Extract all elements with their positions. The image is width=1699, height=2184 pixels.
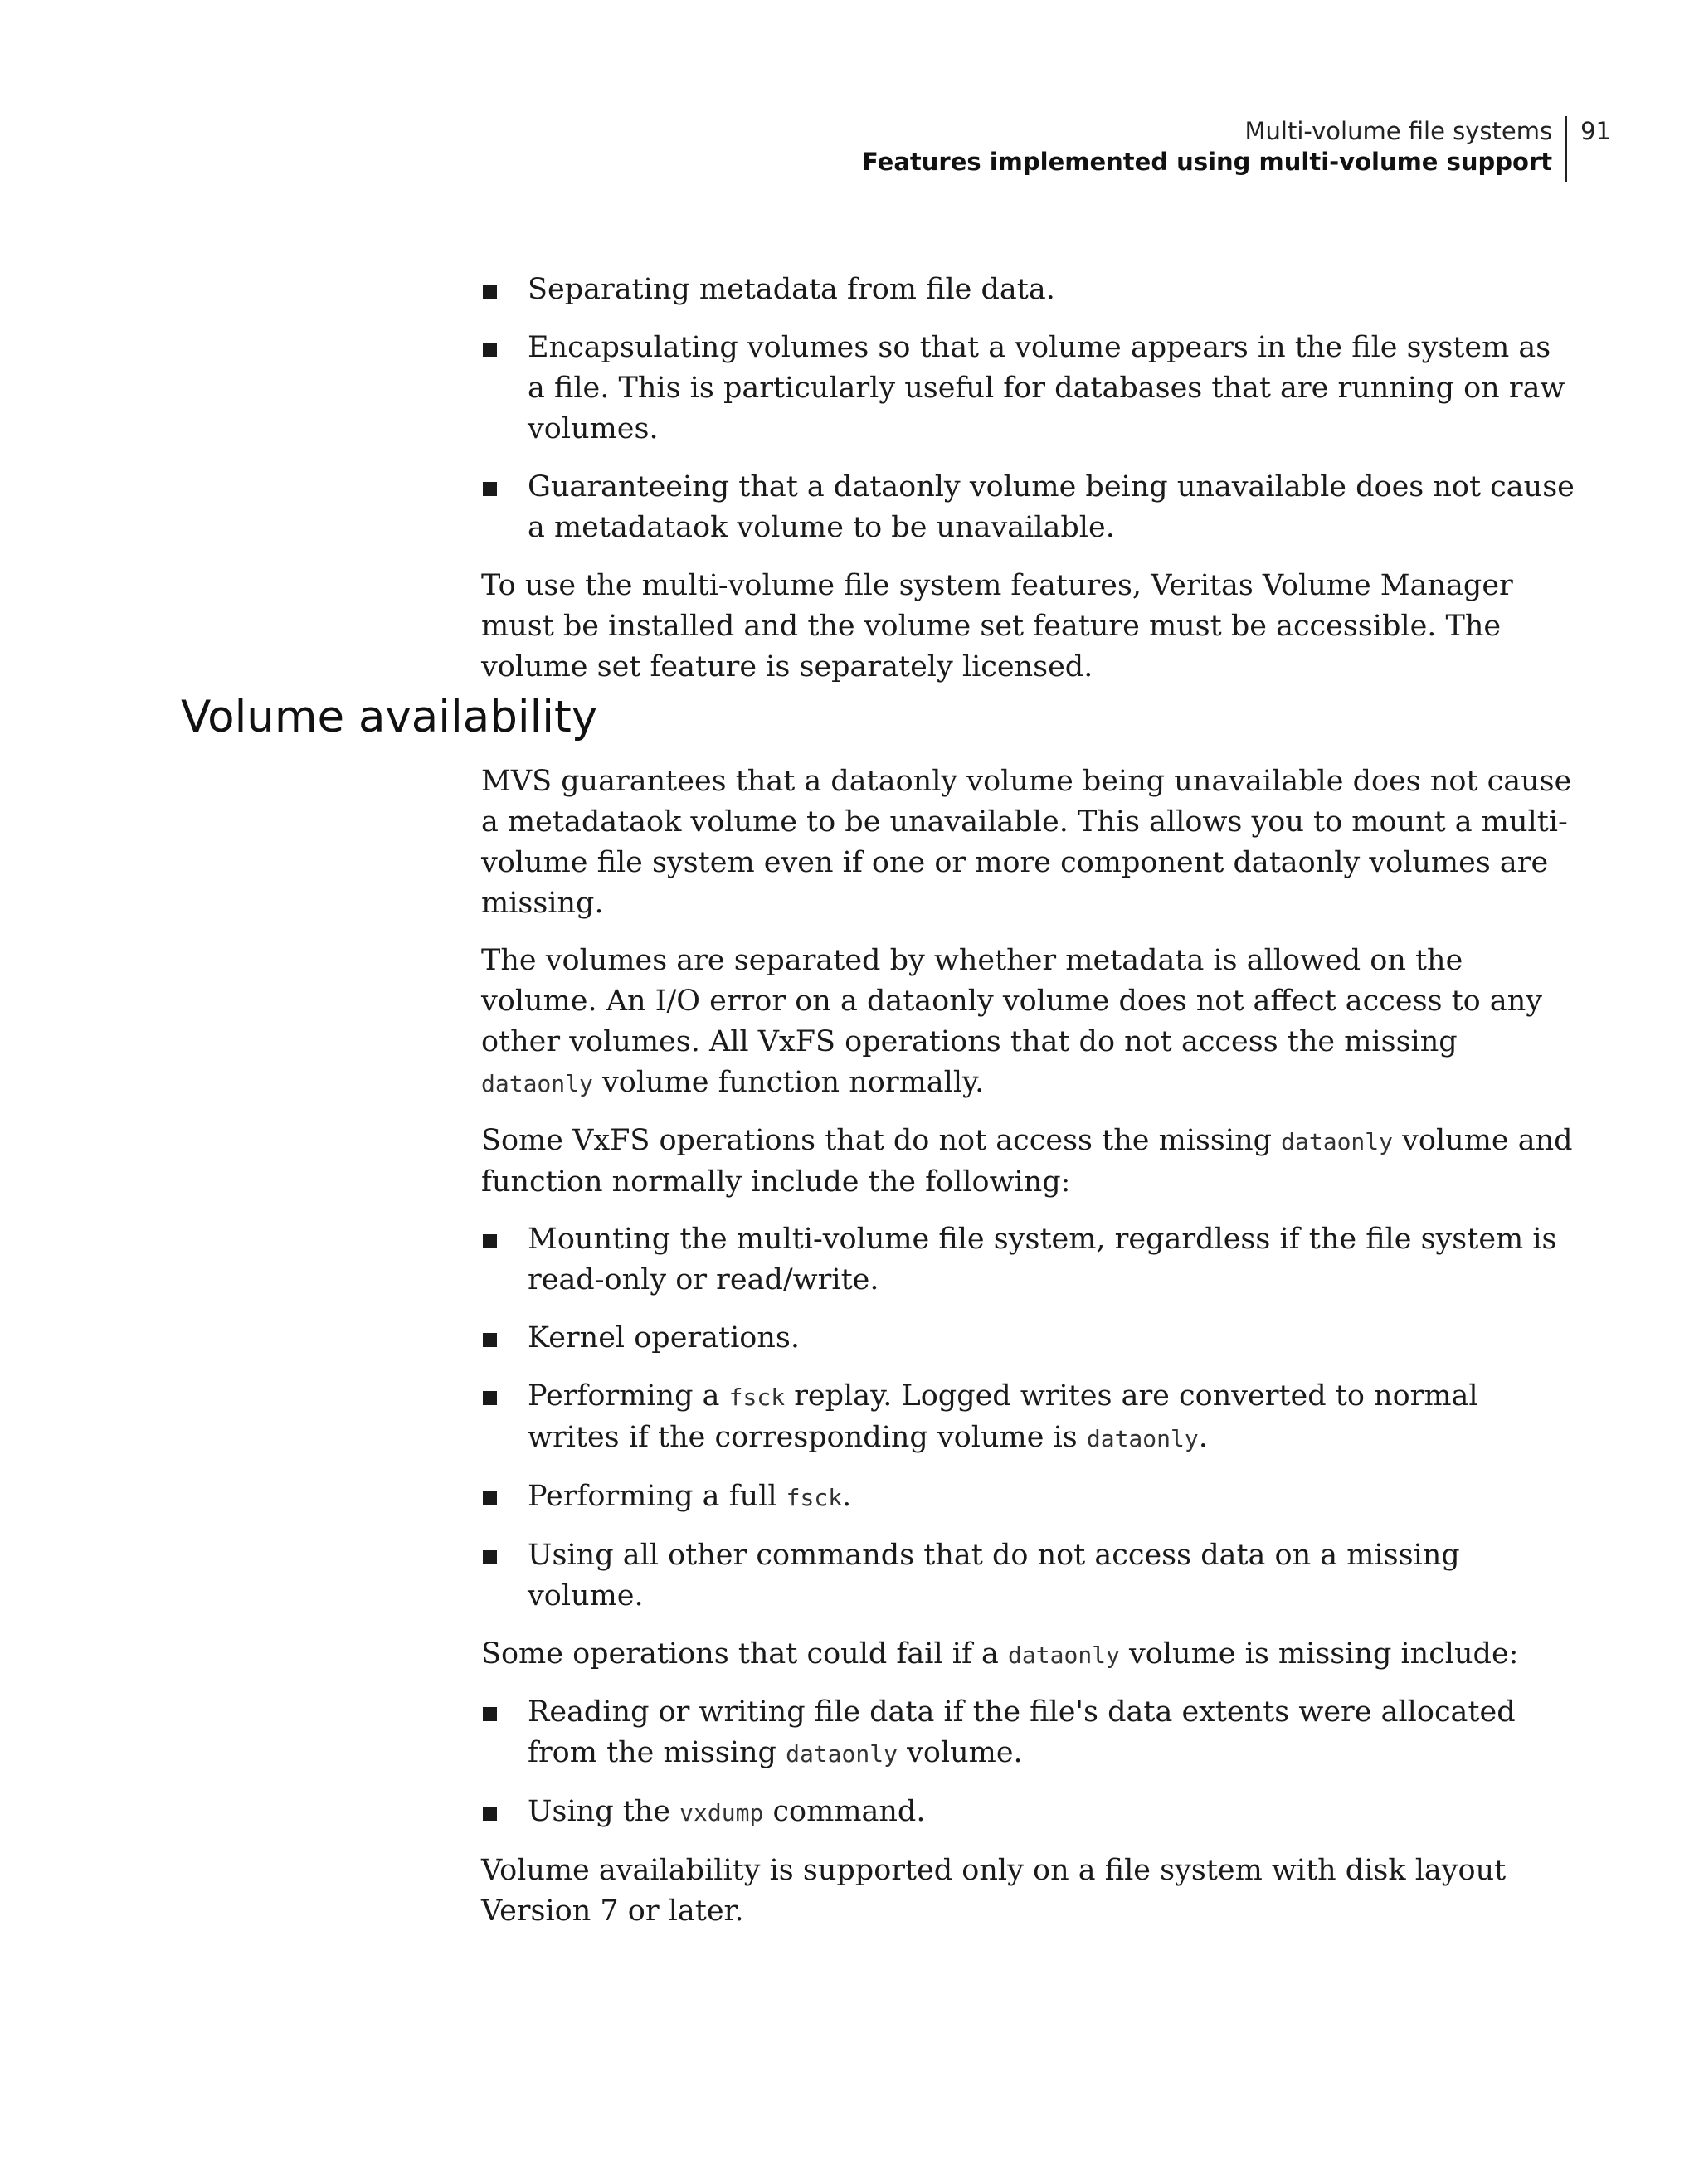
text-run: Performing a — [528, 1379, 729, 1413]
list-item — [481, 1476, 1576, 1518]
text-run: replay. Logged writes are converted to normal writes if the corresponding volume is — [528, 1379, 1478, 1454]
text-run: Reading or writing file data if the file's data extents were allocated from the missing — [528, 1695, 1516, 1769]
inline-code: dataonly — [1008, 1642, 1120, 1669]
text-run: Some operations that could fail if a — [481, 1637, 1009, 1671]
text-run: command. — [763, 1795, 926, 1828]
header-section-title: Features implemented using multi-volume support — [862, 148, 1553, 176]
text-run: Using the — [528, 1795, 680, 1828]
paragraph — [481, 941, 1576, 1104]
list-item: Kernel operations. — [481, 1318, 1576, 1359]
inline-code: vxdump — [679, 1799, 764, 1826]
paragraph: Volume availability is supported only on a file system with disk layout Version 7 or later. — [481, 1854, 1507, 1928]
paragraph — [481, 1634, 1576, 1676]
section-content — [481, 761, 1576, 1948]
text-run: The volumes are separated by whether metadata is allowed on the volume. An I/O error on a dataonly volume does not affect access to any other volumes. All VxFS operations that do not access the missing — [481, 944, 1543, 1058]
intro-content — [481, 270, 1576, 704]
text-run: Performing a full — [528, 1480, 786, 1513]
list-item — [481, 1376, 1576, 1459]
list-item — [481, 1792, 1576, 1833]
text-run: volume. — [897, 1736, 1023, 1769]
text-run: Some VxFS operations that do not access the missing — [481, 1124, 1282, 1157]
page-number: 91 — [1580, 117, 1611, 145]
list-item: Guaranteeing that a dataonly volume being unavailable does not cause a metadataok volume to be unavailable. — [481, 467, 1576, 548]
intro-paragraph: To use the multi-volume file system features, Veritas Volume Manager must be installed and the volume set feature must be accessible. The volume set feature is separately licensed. — [481, 569, 1513, 683]
inline-code: dataonly — [1281, 1128, 1393, 1155]
list-item: Using all other commands that do not access data on a missing volume. — [481, 1535, 1576, 1617]
inline-code: dataonly — [786, 1740, 898, 1768]
list-item — [481, 1692, 1576, 1774]
paragraph — [481, 1121, 1576, 1203]
text-run: . — [842, 1480, 852, 1513]
inline-code: fsck — [728, 1384, 786, 1411]
section-heading: Volume availability — [181, 692, 598, 742]
list-item: Encapsulating volumes so that a volume appears in the file system as a file. This is particularly useful for databases that are running on raw volumes. — [481, 328, 1576, 450]
paragraph: MVS guarantees that a dataonly volume being unavailable does not cause a metadataok volume to be unavailable. This allows you to mount a multi-volume file system even if one or more component dataonly volumes are missing. — [481, 765, 1572, 920]
list-item: Separating metadata from file data. — [481, 270, 1576, 310]
header-text — [862, 116, 1565, 178]
inline-code: dataonly — [481, 1070, 593, 1097]
text-run: volume is missing include: — [1119, 1637, 1519, 1671]
running-header — [862, 116, 1611, 182]
inline-code: dataonly — [1086, 1425, 1199, 1452]
text-run: volume function normally. — [592, 1066, 985, 1099]
text-run: volume and function normally include the following: — [481, 1124, 1573, 1199]
text-run: . — [1198, 1421, 1208, 1454]
list-item: Mounting the multi-volume file system, regardless if the file system is read-only or read/write. — [481, 1219, 1576, 1301]
inline-code: fsck — [786, 1484, 843, 1511]
header-chapter-title: Multi-volume file systems — [1244, 117, 1553, 145]
